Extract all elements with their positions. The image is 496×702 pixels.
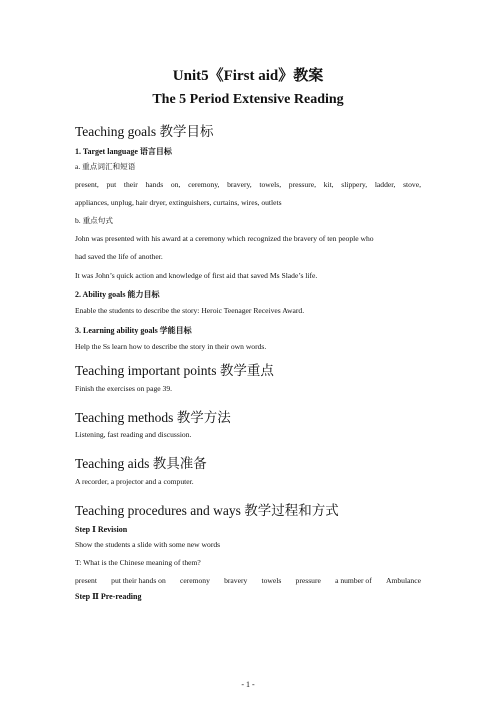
subheading-target-language: 1. Target language 语言目标: [75, 147, 172, 156]
step-1-heading: Step Ⅰ Revision: [75, 525, 128, 534]
page-number: - 1 -: [241, 680, 255, 689]
heading-teaching-goals: Teaching goals 教学目标: [75, 124, 214, 139]
word-item: Ambulance: [385, 576, 421, 585]
ability-text: Enable the students to describe the story: Heroic Teenager Receives Award.: [75, 306, 305, 315]
step-1-question: T: What is the Chinese meaning of them?: [75, 558, 201, 567]
heading-procedures: Teaching procedures and ways 教学过程和方式: [75, 503, 339, 518]
heading-aids: Teaching aids 教具准备: [75, 456, 207, 471]
subheading-learning-goals: 3. Learning ability goals 学能目标: [75, 326, 192, 335]
words-row: [75, 576, 421, 585]
step-1-text: Show the students a slide with some new words: [75, 540, 221, 549]
vocab-line-1: present, put their hands on, ceremony, bravery, towels, pressure, kit, slippery, ladder, stove,: [75, 180, 421, 189]
item-a-label: a. 重点词汇和短语: [75, 162, 136, 171]
subheading-ability-goals: 2. Ability goals 能力目标: [75, 290, 160, 299]
vocab-line-2: appliances, unplug, hair dryer, extinguishers, curtains, wires, outlets: [75, 198, 282, 207]
sentence-2: It was John’s quick action and knowledge of first aid that saved Ms Slade’s life.: [75, 271, 318, 280]
aids-text: A recorder, a projector and a computer.: [75, 477, 194, 486]
word-item: pressure: [295, 576, 321, 585]
word-item: ceremony: [179, 576, 210, 585]
sentence-1-line-1: John was presented with his award at a ceremony which recognized the bravery of ten people who: [75, 234, 374, 243]
heading-important-points: Teaching important points 教学重点: [75, 363, 274, 378]
learning-text: Help the Ss learn how to describe the story in their own words.: [75, 342, 267, 351]
document-subtitle: The 5 Period Extensive Reading: [152, 92, 344, 107]
document-title: Unit5《First aid》教案: [172, 68, 324, 84]
word-item: a number of: [335, 576, 372, 585]
methods-text: Listening, fast reading and discussion.: [75, 430, 192, 439]
item-b-label: b. 重点句式: [75, 216, 113, 225]
word-item: present: [75, 576, 97, 585]
word-item: towels: [261, 576, 282, 585]
step-2-heading: Step Ⅱ Pre-reading: [75, 592, 142, 601]
sentence-1-line-2: had saved the life of another.: [75, 252, 163, 261]
heading-methods: Teaching methods 教学方法: [75, 410, 231, 425]
important-text: Finish the exercises on page 39.: [75, 384, 173, 393]
word-item: bravery: [224, 576, 248, 585]
word-item: put their hands on: [111, 576, 166, 585]
